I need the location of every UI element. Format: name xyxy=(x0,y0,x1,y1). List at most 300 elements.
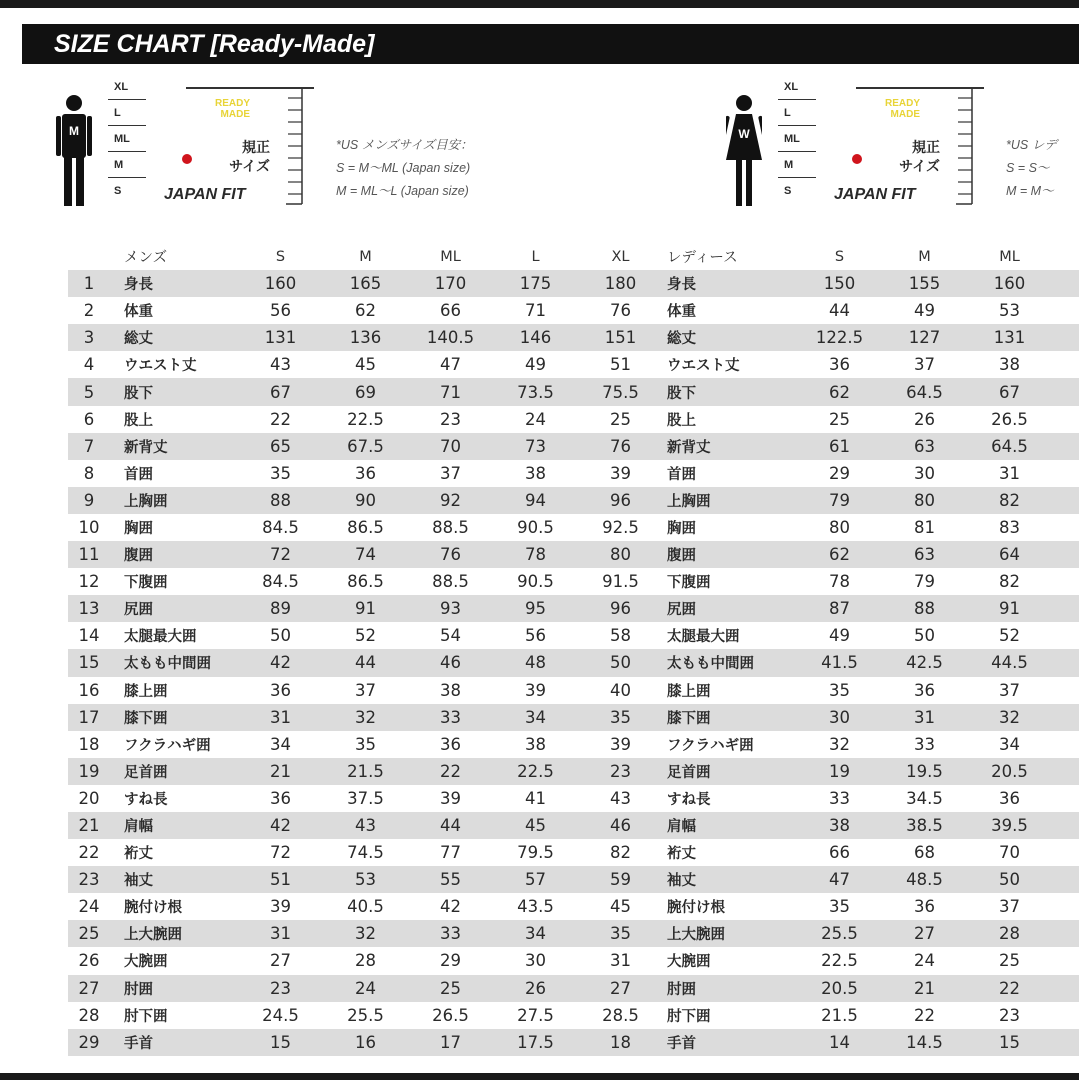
men-value-cell: 31 xyxy=(270,924,291,944)
women-measure-label: 上大腕囲 xyxy=(667,927,725,944)
women-value-cell: 22.5 xyxy=(821,951,858,971)
women-value-cell: 20.5 xyxy=(821,978,858,998)
women-value-cell: 30 xyxy=(914,463,935,483)
row-number: 7 xyxy=(83,436,95,456)
women-measure-label: 太もも中間囲 xyxy=(667,656,754,673)
men-figure-letter: M xyxy=(69,124,79,138)
men-size-header: XL xyxy=(611,248,630,265)
us-note-line: S = M〜ML (Japan size) xyxy=(336,161,471,175)
men-measure-label: 肘囲 xyxy=(124,981,153,998)
women-value-cell: 36 xyxy=(999,788,1020,808)
men-value-cell: 21.5 xyxy=(347,761,384,781)
men-value-cell: 75.5 xyxy=(602,382,639,402)
us-note-line: M = M〜 xyxy=(1006,184,1054,198)
men-measure-label: 尻囲 xyxy=(124,602,153,619)
women-us-size-note xyxy=(1006,134,1079,203)
women-value-cell: 62 xyxy=(829,382,850,402)
women-value-cell: 53 xyxy=(999,301,1020,321)
row-number: 15 xyxy=(78,653,100,673)
women-value-cell: 61 xyxy=(829,436,850,456)
women-value-cell: 88 xyxy=(914,599,935,619)
women-value-cell: 38 xyxy=(999,355,1020,375)
women-measure-label: 下腹囲 xyxy=(667,575,711,592)
women-value-cell: 28 xyxy=(999,924,1020,944)
ready-made-label xyxy=(876,98,920,120)
men-value-cell: 26 xyxy=(525,978,546,998)
men-value-cell: 94 xyxy=(525,490,546,510)
row-number: 28 xyxy=(78,1005,100,1025)
women-value-cell: 64 xyxy=(999,545,1020,565)
women-value-cell: 82 xyxy=(999,490,1020,510)
men-value-cell: 77 xyxy=(440,843,461,863)
row-number: 25 xyxy=(78,924,100,944)
men-measure-label: 太腿最大囲 xyxy=(124,629,197,646)
table-row xyxy=(68,378,1079,405)
table-row xyxy=(68,704,1079,731)
women-measure-label: 手首 xyxy=(667,1035,696,1052)
men-value-cell: 29 xyxy=(440,951,461,971)
women-measure-label: フクラハギ囲 xyxy=(667,737,754,754)
row-number: 3 xyxy=(83,328,95,348)
women-value-cell: 21.5 xyxy=(821,1005,858,1025)
row-number: 19 xyxy=(78,761,100,781)
women-measure-label: 腹囲 xyxy=(667,548,696,565)
men-measure-label: 胸囲 xyxy=(124,520,153,537)
men-value-cell: 43 xyxy=(355,816,376,836)
standard-size-line: サイズ xyxy=(899,158,940,174)
women-value-cell: 29 xyxy=(829,463,850,483)
women-value-cell: 37 xyxy=(999,897,1020,917)
row-number: 18 xyxy=(78,734,100,754)
men-value-cell: 44 xyxy=(440,816,461,836)
men-value-cell: 22 xyxy=(270,409,291,429)
men-measure-label: 大腕囲 xyxy=(124,954,168,971)
women-measure-label: 股上 xyxy=(667,412,696,429)
women-value-cell: 22 xyxy=(999,978,1020,998)
men-value-cell: 40 xyxy=(610,680,631,700)
ready-made-label xyxy=(206,98,250,120)
women-value-cell: 66 xyxy=(829,843,850,863)
men-value-cell: 175 xyxy=(519,274,552,294)
men-value-cell: 58 xyxy=(610,626,631,646)
women-value-cell: 48.5 xyxy=(906,870,943,890)
men-value-cell: 146 xyxy=(519,328,552,348)
men-value-cell: 52 xyxy=(355,626,376,646)
women-value-cell: 20.5 xyxy=(991,761,1028,781)
women-value-cell: 160 xyxy=(993,274,1026,294)
men-value-cell: 32 xyxy=(355,924,376,944)
men-value-cell: 37 xyxy=(440,463,461,483)
women-value-cell: 24 xyxy=(914,951,935,971)
men-measure-label: 膝上囲 xyxy=(124,683,168,700)
women-value-cell: 36 xyxy=(914,680,935,700)
row-number: 9 xyxy=(83,490,95,510)
standard-size-line: 規正 xyxy=(912,139,940,155)
table-row xyxy=(68,622,1079,649)
men-value-cell: 66 xyxy=(440,301,461,321)
table-row xyxy=(68,433,1079,460)
women-size-legend xyxy=(726,76,1079,216)
women-value-cell: 15 xyxy=(999,1032,1020,1052)
women-measure-label: すね長 xyxy=(667,791,711,808)
men-value-cell: 22.5 xyxy=(517,761,554,781)
men-value-cell: 37 xyxy=(355,680,376,700)
men-value-cell: 39 xyxy=(610,463,631,483)
men-value-cell: 140.5 xyxy=(426,328,475,348)
table-row xyxy=(68,920,1079,947)
men-value-cell: 90 xyxy=(355,490,376,510)
men-measure-label: 身長 xyxy=(124,277,153,294)
row-number: 27 xyxy=(78,978,100,998)
bottom-border xyxy=(0,1073,1079,1080)
women-measure-label: 肘囲 xyxy=(667,981,696,998)
women-value-cell: 34.5 xyxy=(906,788,943,808)
men-value-cell: 28.5 xyxy=(602,1005,639,1025)
men-measure-label: 袖丈 xyxy=(124,873,153,890)
women-value-cell: 79 xyxy=(829,490,850,510)
men-value-cell: 67.5 xyxy=(347,436,384,456)
women-value-cell: 64.5 xyxy=(906,382,943,402)
men-measure-label: 腹囲 xyxy=(124,548,153,565)
men-value-cell: 36 xyxy=(355,463,376,483)
women-value-cell: 47 xyxy=(829,870,850,890)
table-row xyxy=(68,406,1079,433)
men-value-cell: 22.5 xyxy=(347,409,384,429)
women-value-cell: 14.5 xyxy=(906,1032,943,1052)
men-size-header: L xyxy=(531,248,540,265)
men-value-cell: 76 xyxy=(610,436,631,456)
men-value-cell: 33 xyxy=(440,707,461,727)
standard-size-dot-icon xyxy=(852,154,862,164)
men-value-cell: 38 xyxy=(440,680,461,700)
japan-fit-label: JAPAN FIT xyxy=(834,186,916,203)
men-value-cell: 38 xyxy=(525,463,546,483)
size-scale-item: L xyxy=(108,102,146,128)
men-value-cell: 37.5 xyxy=(347,788,384,808)
size-scale-item: ML xyxy=(778,128,816,154)
men-value-cell: 45 xyxy=(525,816,546,836)
women-measure-label: 膝下囲 xyxy=(667,710,711,727)
ready-made-line: READY xyxy=(884,98,920,109)
men-measure-label: 上胸囲 xyxy=(124,493,168,510)
women-measure-label: 肩幅 xyxy=(667,819,696,836)
men-value-cell: 24 xyxy=(355,978,376,998)
men-measure-label: 手首 xyxy=(124,1035,153,1052)
men-measure-label: 股下 xyxy=(124,385,153,402)
men-value-cell: 42 xyxy=(440,897,461,917)
size-scale-item: S xyxy=(114,185,122,197)
men-value-cell: 59 xyxy=(610,870,631,890)
women-header: レディース xyxy=(667,250,738,267)
ready-made-line: READY xyxy=(214,98,250,109)
women-size-header: S xyxy=(834,248,845,265)
women-value-cell: 42.5 xyxy=(906,653,943,673)
men-value-cell: 131 xyxy=(264,328,297,348)
men-value-cell: 39 xyxy=(525,680,546,700)
women-value-cell: 44.5 xyxy=(991,653,1028,673)
women-measure-label: ウエスト丈 xyxy=(667,358,740,375)
women-value-cell: 155 xyxy=(908,274,941,294)
men-value-cell: 93 xyxy=(440,599,461,619)
men-value-cell: 91 xyxy=(355,599,376,619)
men-value-cell: 74 xyxy=(355,545,376,565)
men-value-cell: 39 xyxy=(440,788,461,808)
row-number: 13 xyxy=(78,599,100,619)
men-size-header: M xyxy=(359,248,372,265)
women-value-cell: 64.5 xyxy=(991,436,1028,456)
women-value-cell: 81 xyxy=(914,517,935,537)
men-value-cell: 23 xyxy=(610,761,631,781)
men-value-cell: 96 xyxy=(610,599,631,619)
women-measure-label: 胸囲 xyxy=(667,520,696,537)
men-value-cell: 45 xyxy=(355,355,376,375)
men-value-cell: 18 xyxy=(610,1032,631,1052)
men-value-cell: 84.5 xyxy=(262,572,299,592)
women-value-cell: 49 xyxy=(914,301,935,321)
ready-made-line: MADE xyxy=(890,109,920,120)
men-measure-label: 膝下囲 xyxy=(124,710,168,727)
men-value-cell: 17.5 xyxy=(517,1032,554,1052)
women-value-cell: 32 xyxy=(829,734,850,754)
women-value-cell: 23 xyxy=(999,1005,1020,1025)
men-value-cell: 43.5 xyxy=(517,897,554,917)
women-measure-label: 太腿最大囲 xyxy=(667,629,740,646)
table-row xyxy=(68,677,1079,704)
size-scale-item: L xyxy=(778,102,816,128)
women-value-cell: 127 xyxy=(908,328,941,348)
women-value-cell: 79 xyxy=(914,572,935,592)
men-value-cell: 39 xyxy=(270,897,291,917)
men-value-cell: 34 xyxy=(270,734,291,754)
table-row xyxy=(68,785,1079,812)
men-value-cell: 35 xyxy=(270,463,291,483)
men-value-cell: 26.5 xyxy=(432,1005,469,1025)
men-measure-label: すね長 xyxy=(124,791,168,808)
size-scale-item: M xyxy=(778,154,816,180)
women-value-cell: 80 xyxy=(829,517,850,537)
women-value-cell: 25.5 xyxy=(821,924,858,944)
men-value-cell: 27 xyxy=(270,951,291,971)
women-measure-label: 大腕囲 xyxy=(667,954,711,971)
standard-size-label xyxy=(876,138,940,176)
table-row xyxy=(68,324,1079,351)
women-value-cell: 83 xyxy=(999,517,1020,537)
men-value-cell: 28 xyxy=(355,951,376,971)
men-measure-label: 肩幅 xyxy=(124,819,153,836)
men-measure-label: 首囲 xyxy=(124,466,153,483)
us-note-line: *US レデ xyxy=(1006,138,1057,152)
women-value-cell: 25 xyxy=(829,409,850,429)
women-value-cell: 50 xyxy=(914,626,935,646)
men-measure-label: 体重 xyxy=(124,304,153,321)
standard-size-dot-icon xyxy=(182,154,192,164)
women-value-cell: 34 xyxy=(999,734,1020,754)
men-value-cell: 73.5 xyxy=(517,382,554,402)
men-value-cell: 35 xyxy=(355,734,376,754)
men-value-cell: 53 xyxy=(355,870,376,890)
men-value-cell: 180 xyxy=(604,274,637,294)
men-value-cell: 36 xyxy=(440,734,461,754)
table-row xyxy=(68,487,1079,514)
row-number: 21 xyxy=(78,816,100,836)
women-value-cell: 35 xyxy=(829,897,850,917)
men-measure-label: 総丈 xyxy=(124,331,153,348)
row-number: 6 xyxy=(83,409,95,429)
men-value-cell: 23 xyxy=(270,978,291,998)
men-value-cell: 54 xyxy=(440,626,461,646)
table-row xyxy=(68,297,1079,324)
men-value-cell: 23 xyxy=(440,409,461,429)
men-value-cell: 25 xyxy=(610,409,631,429)
women-value-cell: 33 xyxy=(914,734,935,754)
table-row xyxy=(68,568,1079,595)
men-value-cell: 86.5 xyxy=(347,572,384,592)
row-number: 5 xyxy=(83,382,95,402)
men-value-cell: 17 xyxy=(440,1032,461,1052)
men-value-cell: 89 xyxy=(270,599,291,619)
men-value-cell: 57 xyxy=(525,870,546,890)
men-value-cell: 76 xyxy=(610,301,631,321)
men-value-cell: 151 xyxy=(604,328,637,348)
table-row xyxy=(68,893,1079,920)
women-measure-label: 膝上囲 xyxy=(667,683,711,700)
men-value-cell: 50 xyxy=(610,653,631,673)
men-value-cell: 27 xyxy=(610,978,631,998)
women-value-cell: 31 xyxy=(999,463,1020,483)
men-value-cell: 170 xyxy=(434,274,467,294)
women-value-cell: 70 xyxy=(999,843,1020,863)
women-value-cell: 19.5 xyxy=(906,761,943,781)
men-value-cell: 41 xyxy=(525,788,546,808)
men-value-cell: 82 xyxy=(610,843,631,863)
women-value-cell: 78 xyxy=(829,572,850,592)
men-value-cell: 43 xyxy=(270,355,291,375)
top-border xyxy=(0,0,1079,8)
men-value-cell: 40.5 xyxy=(347,897,384,917)
men-value-cell: 51 xyxy=(610,355,631,375)
size-scale-item: S xyxy=(784,185,792,197)
us-note-line: S = S〜 xyxy=(1006,161,1050,175)
men-measure-label: 太もも中間囲 xyxy=(124,656,211,673)
women-value-cell: 80 xyxy=(914,490,935,510)
women-value-cell: 87 xyxy=(829,599,850,619)
row-number: 1 xyxy=(83,274,95,294)
standard-size-line: 規正 xyxy=(242,139,270,155)
men-value-cell: 15 xyxy=(270,1032,291,1052)
women-value-cell: 44 xyxy=(829,301,850,321)
row-number: 12 xyxy=(78,572,100,592)
size-scale-item: M xyxy=(108,154,146,180)
men-value-cell: 62 xyxy=(355,301,376,321)
men-value-cell: 46 xyxy=(610,816,631,836)
men-value-cell: 160 xyxy=(264,274,297,294)
men-value-cell: 88.5 xyxy=(432,517,469,537)
men-value-cell: 95 xyxy=(525,599,546,619)
men-value-cell: 27.5 xyxy=(517,1005,554,1025)
women-value-cell: 25 xyxy=(999,951,1020,971)
women-value-cell: 63 xyxy=(914,545,935,565)
women-value-cell: 150 xyxy=(823,274,856,294)
women-figure-icon xyxy=(726,94,762,206)
men-value-cell: 84.5 xyxy=(262,517,299,537)
men-value-cell: 47 xyxy=(440,355,461,375)
men-value-cell: 44 xyxy=(355,653,376,673)
table-row xyxy=(68,649,1079,676)
men-value-cell: 25.5 xyxy=(347,1005,384,1025)
men-size-header: S xyxy=(275,248,286,265)
men-value-cell: 136 xyxy=(349,328,382,348)
women-value-cell: 38 xyxy=(829,816,850,836)
row-number: 11 xyxy=(78,545,100,565)
men-value-cell: 42 xyxy=(270,816,291,836)
women-measure-label: 肘下囲 xyxy=(667,1008,711,1025)
table-row xyxy=(68,541,1079,568)
row-number: 8 xyxy=(83,463,95,483)
table-row xyxy=(68,758,1079,785)
women-measure-label: 腕付け根 xyxy=(667,900,725,917)
women-value-cell: 35 xyxy=(829,680,850,700)
women-value-cell: 67 xyxy=(999,382,1020,402)
men-value-cell: 46 xyxy=(440,653,461,673)
men-value-cell: 22 xyxy=(440,761,461,781)
row-number: 26 xyxy=(78,951,100,971)
men-value-cell: 92 xyxy=(440,490,461,510)
men-measure-label: 新背丈 xyxy=(124,439,168,456)
men-value-cell: 51 xyxy=(270,870,291,890)
women-value-cell: 31 xyxy=(914,707,935,727)
men-value-cell: 96 xyxy=(610,490,631,510)
row-number: 10 xyxy=(78,517,100,537)
women-value-cell: 122.5 xyxy=(815,328,864,348)
women-value-cell: 26 xyxy=(914,409,935,429)
men-value-cell: 49 xyxy=(525,355,546,375)
men-value-cell: 69 xyxy=(355,382,376,402)
women-measure-label: 体重 xyxy=(667,304,696,321)
table-row xyxy=(68,270,1079,297)
table-body xyxy=(68,270,1079,1056)
men-measure-label: ウエスト丈 xyxy=(124,358,197,375)
women-value-cell: 39.5 xyxy=(991,816,1028,836)
women-measure-label: 股下 xyxy=(667,385,696,402)
women-value-cell: 30 xyxy=(829,707,850,727)
men-value-cell: 35 xyxy=(610,707,631,727)
men-value-cell: 72 xyxy=(270,545,291,565)
women-value-cell: 26.5 xyxy=(991,409,1028,429)
women-value-cell: 131 xyxy=(993,328,1026,348)
men-value-cell: 70 xyxy=(440,436,461,456)
men-value-cell: 71 xyxy=(440,382,461,402)
women-value-cell: 37 xyxy=(999,680,1020,700)
women-value-cell: 19 xyxy=(829,761,850,781)
table-row xyxy=(68,351,1079,378)
table-row xyxy=(68,514,1079,541)
men-value-cell: 32 xyxy=(355,707,376,727)
men-value-cell: 90.5 xyxy=(517,517,554,537)
men-value-cell: 80 xyxy=(610,545,631,565)
men-value-cell: 88.5 xyxy=(432,572,469,592)
page-title: SIZE CHART [Ready-Made] xyxy=(22,24,1079,64)
women-value-cell: 49 xyxy=(829,626,850,646)
women-measure-label: 新背丈 xyxy=(667,439,711,456)
men-value-cell: 56 xyxy=(525,626,546,646)
women-value-cell: 27 xyxy=(914,924,935,944)
men-size-legend xyxy=(56,76,556,216)
men-measure-label: 股上 xyxy=(124,412,153,429)
men-value-cell: 36 xyxy=(270,788,291,808)
size-chart-table xyxy=(68,243,1079,1056)
men-size-header: ML xyxy=(440,248,461,265)
men-value-cell: 86.5 xyxy=(347,517,384,537)
